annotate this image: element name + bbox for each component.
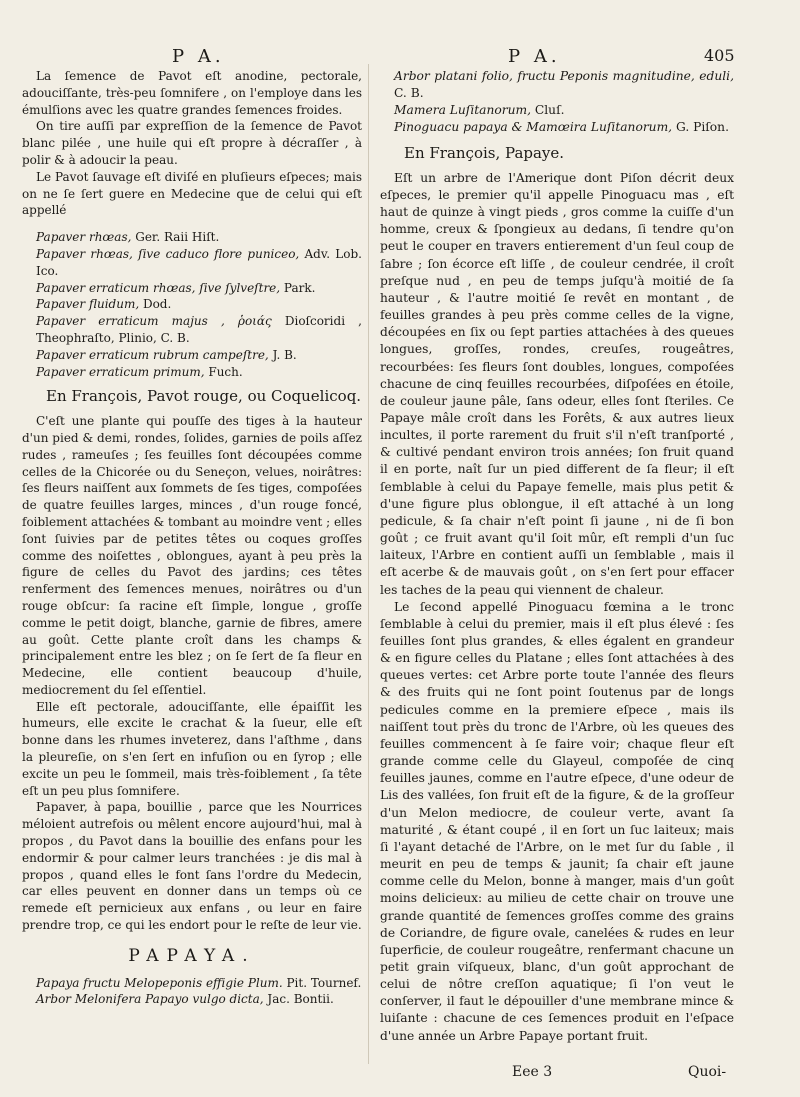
right-column	[380, 68, 734, 1045]
synonym-entry: Mamera Luſitanorum, Cluſ.	[394, 103, 565, 118]
paragraph: La ſemence de Pavot eſt anodine, pectorale, adouciſſante, très-peu ſomnifere , on l'employe dans les émulſions avec les quatre grandes ſemences froides.	[22, 69, 362, 117]
synonym-entry: Pinoguacu papaya & Mamœira Luſitanorum, G. Piſon.	[394, 120, 729, 135]
paragraph: Elle eſt pectorale, adouciſſante, elle épaiſſit les humeurs, elle excite le crachat & la ſueur, elle eſt bonne dans les rhumes inveterez, dans l'aſthme , dans la pleureſie, on s'en ſert en infuſion ou en ſyrop ; elle excite un peu le ſommeil, mais très-foiblement , ſa tête eſt un peu plus ſomnifere.	[22, 699, 362, 798]
paragraph: Eſt un arbre de l'Amerique dont Piſon décrit deux eſpeces, le premier qu'il appelle Pinoguacu mas , eſt haut de quinze à vingt pieds , gros comme la cuiſſe d'un homme, creux & ſpongieux au dedans, ſi tendre qu'on peut le couper en travers entierement d'un ſeul coup de ſabre ; ſon écorce eſt liſſe , de couleur cendrée, il croît preſque nud , en peu de temps juſqu'à moitié de ſa hauteur , & l'autre moitié ſe revêt en montant , de feuilles grandes à peu près comme celles de la vigne, découpées en ſix ou ſept parties attachées à des queues longues, groſſes, rondes, creuſes, rougeâtres, recourbées: ſes fleurs ſont doubles, longues, compoſées chacune de cinq feuilles recourbées, diſpoſées en étoile, de couleur jaune pâle, ſans odeur, elles ſont ſteriles. Ce Papaye mâle croît dans les Forêts, & aux autres lieux incultes, il porte rarement du fruit s'il n'eſt tranſporté , & cultivé pendant environ trois années; ſon fruit quand il en porte, naît ſur un pied different de ſa fleur; il eſt ſemblable à celui du Papaye femelle, mais plus petit & d'une figure plus oblongue, il eſt attaché à un long pedicule, & ſa chair n'eſt point ſi jaune , ni de ſi bon goût ; ce fruit avant qu'il ſoit mûr, eſt rempli d'un ſuc laiteux, l'Arbre en contient auſſi un ſemblable , mais il eſt acerbe & de mauvais goût , on s'en ſert pour effacer les taches de la peau qui viennent de chaleur.	[380, 170, 734, 597]
french-name-heading: En François, Pavot rouge, ou Coquelicoq.	[46, 387, 362, 406]
synonym-entry: Papaver erraticum rhœas, ſive ſylveſtre, Park.	[36, 280, 316, 295]
section-title: PAPAYA.	[128, 945, 256, 966]
synonym-entry: Papaver erraticum rubrum campeſtre, J. B.	[36, 347, 297, 362]
paragraph: Papaver, à papa, bouillie , parce que les Nourrices méloient autrefois ou mêlent encore aujourd'hui, mal à propos , du Pavot dans la bouillie des enfans pour les endormir & pour calmer leurs tranchées : je dis mal à propos , quand elles le font ſans l'ordre du Medecin, car elles peuvent en donner dans un temps où ce remede eſt pernicieux aux enfans , ou leur en faire prendre trop, ce qui les endort pour le reſte de leur vie.	[22, 800, 362, 933]
left-column	[22, 68, 362, 1008]
paragraph: Le ſecond appellé Pinoguacu fœmina a le tronc ſemblable à celui du premier, mais il eſt plus élevé : ſes feuilles ſont plus grandes, & elles égalent en grandeur & en figure celles du Platane ; elles ſont attachées à des queues vertes: cet Arbre porte toute l'année des fleurs & des fruits qui ne ſont point ſoutenus par de longs pedicules comme en la premiere eſpece , mais ils naiſſent tout près du tronc de l'Arbre, où les queues des feuilles commencent à ſe faire voir; chaque fleur eſt grande comme celle du Glayeul, compoſée de cinq feuilles jaunes, comme en l'autre eſpece, d'une odeur de Lis des vallées, ſon fruit eſt de la figure, & de la groſſeur d'un Melon mediocre, de couleur verte, avant ſa maturité , & étant coupé , il en ſort un ſuc laiteux; mais ſi l'ayant detaché de l'Arbre, on le met ſur du ſable , il meurit en peu de temps & jaunit; ſa chair eſt jaune comme celle du Melon, bonne à manger, mais d'un goût moins delicieux: au milieu de cette chair on trouve une grande quantité de ſemences groſſes comme des grains de Coriandre, de figure ovale, canelées & rudes en leur ſuperficie, de couleur rougeâtre, renfermant chacune un petit grain viſqueux, blanc, d'un goût approchant de celui de nôtre creſſon aquatique; ſi l'on veut le conſerver, il faut le dépouiller d'une membrane mince & luiſante : chacune de ces ſemences produit en l'eſpace d'une année un Arbre Papaye portant fruit.	[380, 599, 734, 1043]
french-name-heading: En François, Papaye.	[404, 143, 565, 162]
synonym-entry: Papaya fructu Melopeponis effigie Plum. Pit. Tournef.	[36, 975, 362, 990]
page-number: 405	[704, 46, 735, 65]
synonym-entry: Papaver rhœas, Ger. Raii Hiſt.	[36, 230, 220, 245]
synonym-entry: Papaver fluidum, Dod.	[36, 297, 172, 312]
column-divider	[368, 64, 369, 1064]
signature-mark: Eee 3	[512, 1064, 553, 1080]
paragraph: Le Pavot ſauvage eſt diviſé en pluſieurs eſpeces; mais on ne ſe ſert guere en Medecine que de celui qui eſt appellé	[22, 169, 362, 218]
synonym-entry: Papaver erraticum primum, Fuch.	[36, 364, 243, 379]
running-head-left: P A.	[172, 46, 225, 67]
paragraph: On tire auſſi par expreſſion de la ſemence de Pavot blanc pilée , une huile qui eſt propre à décraſſer , à polir & à adoucir la peau.	[22, 119, 362, 167]
synonym-entry: Arbor platani folio, fructu Peponis magnitudine, eduli, C. B.	[394, 69, 734, 101]
synonym-entry: Papaver erraticum majus , ῥοιάς Dioſcoridi , Theophraſto, Plinio, C. B.	[36, 314, 362, 345]
synonym-entry: Arbor Melonifera Papayo vulgo dicta, Jac. Bontii.	[36, 992, 334, 1007]
running-head-right: P A.	[508, 46, 561, 67]
synonym-entry: Papaver rhœas, ſive caduco flore puniceo, Adv. Lob. Ico.	[36, 246, 362, 278]
paragraph: C'eſt une plante qui pouſſe des tiges à la hauteur d'un pied & demi, rondes, ſolides, garnies de poils aſſez rudes , rameuſes ; ſes feuilles ſont découpées comme celles de la Chicorée ou du Seneçon, velues, noirâtres: ſes fleurs naiſſent aux ſommets de ſes tiges, compoſées de quatre feuilles larges, minces , d'un rouge foncé, foiblement attachées & tombant au moindre vent ; elles ſont ſuivies par de petites têtes ou coques groſſes comme des noiſettes , oblongues, ayant à peu près la figure de celles du Pavot des jardins; ces têtes renferment des ſemences menues, noirâtres ou d'un rouge obſcur: ſa racine eſt ſimple, longue , groſſe comme le petit doigt, blanche, garnie de fibres, amere au goût. Cette plante croît dans les champs & principalement entre les blez ; on ſe ſert de ſa fleur en Medecine, elle contient beaucoup d'huile, mediocrement du ſel eſſentiel.	[22, 414, 363, 697]
catchword: Quoi-	[688, 1064, 727, 1080]
